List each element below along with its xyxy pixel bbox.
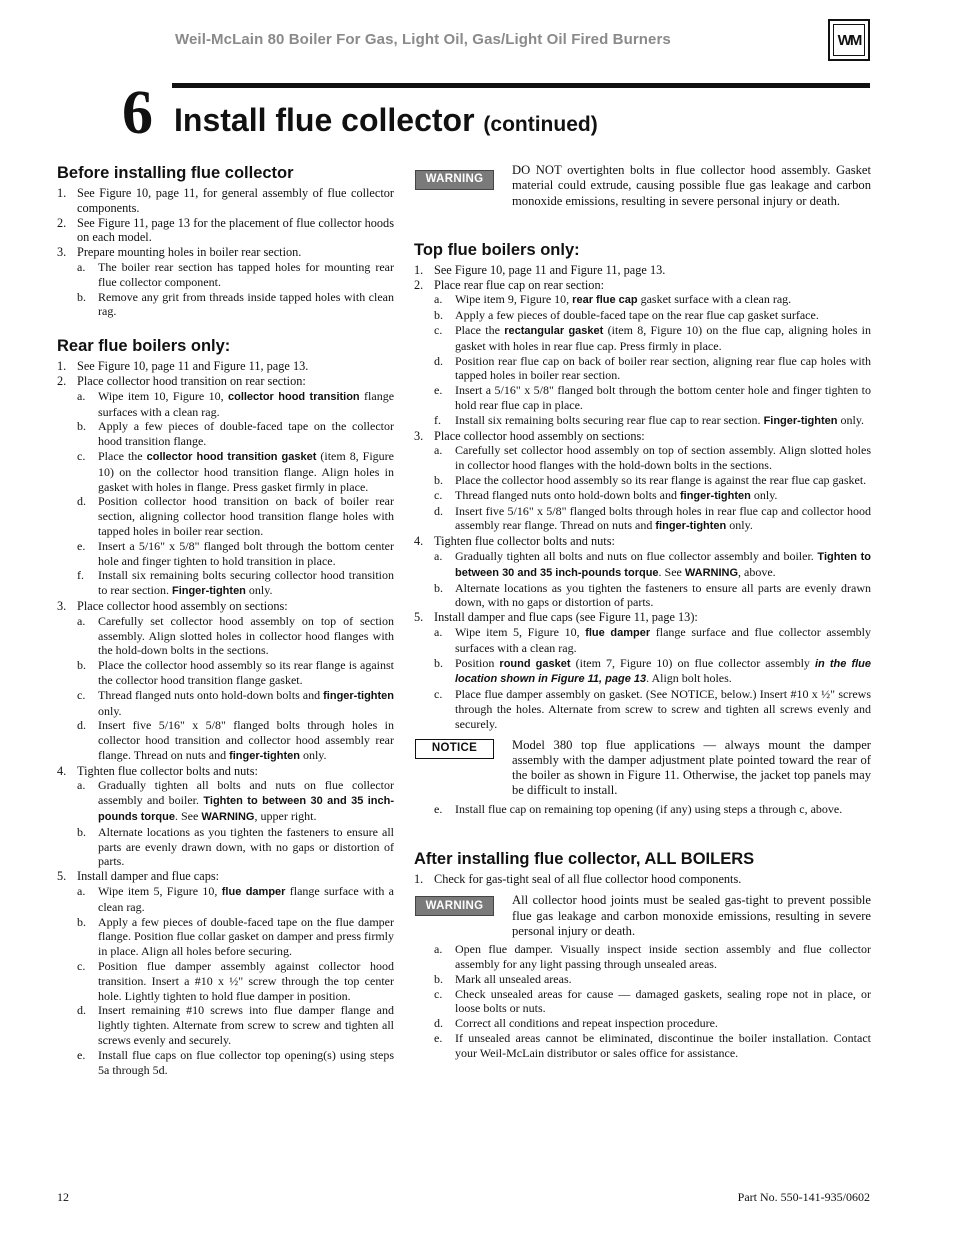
sub-item: c. Thread flanged nuts onto hold-down bolts and finger-tighten only. bbox=[77, 687, 395, 718]
list-item: 2. See Figure 11, page 13 for the placement of flue collector hoods on each model. bbox=[57, 215, 394, 245]
sub-item: d. Insert five 5/16" x 5/8" flanged bolts through holes in rear flue cap and collector hood assembly rear flange. Thread on nuts and finger-tighten only. bbox=[434, 503, 871, 533]
sub-item: a. Wipe item 5, Figure 10, flue damper flange surface with a clean rag. bbox=[77, 884, 395, 914]
warning-gas-tight: WARNING All collector hood joints must be sealed gas-tight to prevent possible flue gas leakage and carbon monoxide emissions, resulting in severe personal injury or death. bbox=[414, 893, 871, 939]
list-item: 4. Tighten flue collector bolts and nuts: bbox=[414, 534, 615, 549]
warning-badge: WARNING bbox=[415, 170, 494, 190]
section-title-suffix: (continued) bbox=[483, 113, 598, 136]
list-item: 1. See Figure 10, page 11 and Figure 11, page 13. bbox=[57, 359, 309, 374]
sub-item: a. Wipe item 10, Figure 10, collector hood transition flange surfaces with a clean rag. bbox=[77, 388, 395, 419]
sub-item: c. Thread flanged nuts onto hold-down bolts and finger-tighten only. bbox=[434, 487, 778, 502]
sub-item: c. Place the collector hood transition gasket (item 8, Figure 10) on the collector hood transition flange. Align holes in gasket with holes in flange. Press gasket firmly in place. bbox=[77, 448, 395, 494]
page-number: 12 bbox=[57, 1190, 69, 1204]
sub-item: b. Remove any grit from threads inside tapped holes with clean rag. bbox=[77, 289, 394, 319]
sub-item: b. Apply a few pieces of double-faced tape on the flue damper flange. Position flue collar gasket on damper and press firmly in place. Align all holes before securing. bbox=[77, 914, 394, 959]
sub-item: b. Alternate locations as you tighten the fasteners to ensure all parts are evenly drawn down, with no gaps or distortion of parts. bbox=[77, 824, 394, 869]
sub-item: e. If unsealed areas cannot be eliminated, discontinue the boiler installation. Contact your Weil-McLain distributor or sales office for assistance. bbox=[434, 1031, 871, 1060]
sub-item: b. Alternate locations as you tighten the fasteners to ensure all parts are evenly drawn down, with no gaps or distortion of parts. bbox=[434, 580, 871, 610]
list-item: 4. Tighten flue collector bolts and nuts: bbox=[57, 763, 258, 778]
section-title bbox=[174, 100, 598, 145]
header-rule bbox=[172, 83, 870, 88]
list-item: 1. See Figure 10, page 11 and Figure 11, page 13. bbox=[414, 262, 666, 277]
sub-item: a. Wipe item 9, Figure 10, rear flue cap gasket surface with a clean rag. bbox=[434, 292, 792, 307]
left-column bbox=[57, 163, 394, 1077]
sub-item: e. Insert a 5/16" x 5/8" flanged bolt through the bottom center hole and finger tighten to hold transition in place. bbox=[77, 538, 394, 568]
top-flue-heading: Top flue boilers only: bbox=[414, 240, 580, 259]
sub-item: c. Check unsealed areas for cause — damaged gaskets, sealing rope not in place, or loose bolts or nuts. bbox=[434, 986, 871, 1016]
sub-item: f. Install six remaining bolts securing rear flue cap to rear section. Finger-tighten only. bbox=[434, 412, 865, 427]
sub-item: a. Carefully set collector hood assembly on top of section assembly. Align slotted holes in collector hood flanges with the hold-down bolts in the sections. bbox=[77, 613, 394, 658]
warning-overtighten: WARNING DO NOT overtighten bolts in flue collector hood assembly. Gasket material could extrude, causing possible flue gas leakage and carbon monoxide emissions, resulting in severe personal injury or death. bbox=[414, 163, 871, 209]
sub-item: d. Position collector hood transition on back of boiler rear section, aligning collector hood transition flange holes with tapped holes in boiler rear section. bbox=[77, 494, 394, 538]
section-title-main: Install flue collector bbox=[174, 102, 475, 138]
header-title: Weil-McLain 80 Boiler For Gas, Light Oil, Gas/Light Oil Fired Burners bbox=[175, 31, 671, 48]
sub-item: a. Open flue damper. Visually inspect inside section assembly and flue collector assembly for any light passing through unsealed areas. bbox=[434, 942, 871, 972]
sub-item: b. Position round gasket (item 7, Figure 10) on flue collector assembly in the flue location shown in Figure 11, page 13. Align bolt holes. bbox=[434, 655, 872, 686]
before-installing-heading: Before installing flue collector bbox=[57, 164, 294, 182]
sub-item: b. Mark all unsealed areas. bbox=[434, 971, 572, 986]
sub-item: b. Apply a few pieces of double-faced tape on the collector hood transition flange. bbox=[77, 419, 394, 449]
sub-item: c. Position flue damper assembly against collector hood transition. Insert a #10 x ½" screw through the top center hole. Lightly tighten to hold flue damper in position. bbox=[77, 959, 394, 1003]
sub-item: d. Correct all conditions and repeat inspection procedure. bbox=[434, 1016, 718, 1031]
sub-item: b. Apply a few pieces of double-faced tape on the rear flue cap gasket surface. bbox=[434, 308, 819, 323]
sub-item: a. Gradually tighten all bolts and nuts on flue collector assembly and boiler. Tighten to between 30 and 35 inch-pounds torque. See WARNING, upper right. bbox=[77, 778, 394, 824]
sub-item: a. Wipe item 5, Figure 10, flue damper flange surface and flue collector assembly surfaces with a clean rag. bbox=[434, 625, 871, 655]
sub-item: d. Insert five 5/16" x 5/8" flanged bolts through holes in collector hood transition and collector hood assembly rear flange. Thread on nuts and finger-tighten only. bbox=[77, 718, 394, 762]
sub-item: f. Install six remaining bolts securing collector hood transition to rear section. Finger-tighten only. bbox=[77, 568, 394, 598]
sub-item: c. Place flue damper assembly on gasket. (See NOTICE, below.) Insert #10 x ½" screws through the holes. Alternate from screw to screw and tighten all screws evenly and securely. bbox=[434, 687, 871, 731]
weil-mclain-logo bbox=[828, 19, 870, 61]
list-item: 3. Place collector hood assembly on sections: bbox=[414, 428, 645, 443]
sub-item: a. Gradually tighten all bolts and nuts on flue collector assembly and boiler. Tighten to between 30 and 35 inch-pounds torque. See WARNING, above. bbox=[434, 549, 871, 579]
list-item: 2. Place collector hood transition on rear section: bbox=[57, 373, 306, 388]
sub-item: c. Place the rectangular gasket (item 8, Figure 10) on the flue cap, aligning holes in gasket with holes in rear flue cap. Press firmly in place. bbox=[434, 323, 871, 353]
warning-badge: WARNING bbox=[415, 896, 494, 916]
list-item: 1. Check for gas-tight seal of all flue collector hood components. bbox=[414, 871, 742, 886]
sub-item: d. Position rear flue cap on back of boiler rear section, aligning rear flue cap holes with tapped holes in boiler rear section. bbox=[434, 353, 871, 383]
part-number: Part No. 550-141-935/0602 bbox=[737, 1190, 870, 1204]
sub-item: e. Install flue cap on remaining top opening (if any) using steps a through c, above. bbox=[434, 801, 843, 816]
list-item: 5. Install damper and flue caps: bbox=[57, 869, 220, 884]
notice-damper: NOTICE Model 380 top flue applications — always mount the damper assembly with the damper adjustment plate pointed toward the rear of the boiler as shown in Figure 11. Otherwise, the jacket top panels may be difficult to install. bbox=[414, 738, 871, 799]
list-item: 5. Install damper and flue caps (see Figure 11, page 13): bbox=[414, 610, 698, 625]
sub-item: e. Install flue caps on flue collector top opening(s) using steps 5a through 5d. bbox=[77, 1047, 394, 1077]
list-item: 3. Place collector hood assembly on sections: bbox=[57, 598, 288, 613]
after-installing-heading: After installing flue collector, ALL BOILERS bbox=[414, 849, 755, 868]
sub-item: d. Insert remaining #10 screws into flue damper flange and lightly tighten. Alternate from screw to screw and tighten all screws evenly and securely. bbox=[77, 1003, 394, 1048]
sub-item: a. Carefully set collector hood assembly on top of section assembly. Align slotted holes in collector hood flanges with the hold-down bolts in the sections. bbox=[434, 443, 871, 473]
sub-item: b. Place the collector hood assembly so its rear flange is against the rear flue cap gasket. bbox=[434, 473, 867, 488]
sub-item: b. Place the collector hood assembly so its rear flange is against the collector hood transition flange gasket. bbox=[77, 658, 394, 687]
list-item: 3. Prepare mounting holes in boiler rear section. bbox=[57, 245, 302, 260]
notice-badge: NOTICE bbox=[415, 739, 494, 759]
sub-item: e. Insert a 5/16" x 5/8" flanged bolt through the bottom center hole and finger tighten to hold rear flue cap in place. bbox=[434, 383, 871, 413]
rear-flue-heading: Rear flue boilers only: bbox=[57, 337, 231, 356]
list-item: 1. See Figure 10, page 11, for general assembly of flue collector components. bbox=[57, 186, 394, 215]
list-item: 2. Place rear flue cap on rear section: bbox=[414, 277, 605, 292]
section-number: 6 bbox=[122, 79, 153, 147]
right-column bbox=[414, 163, 871, 1061]
sub-item: a. The boiler rear section has tapped holes for mounting rear flue collector component. bbox=[77, 259, 394, 289]
logo-text: WM bbox=[837, 31, 861, 49]
